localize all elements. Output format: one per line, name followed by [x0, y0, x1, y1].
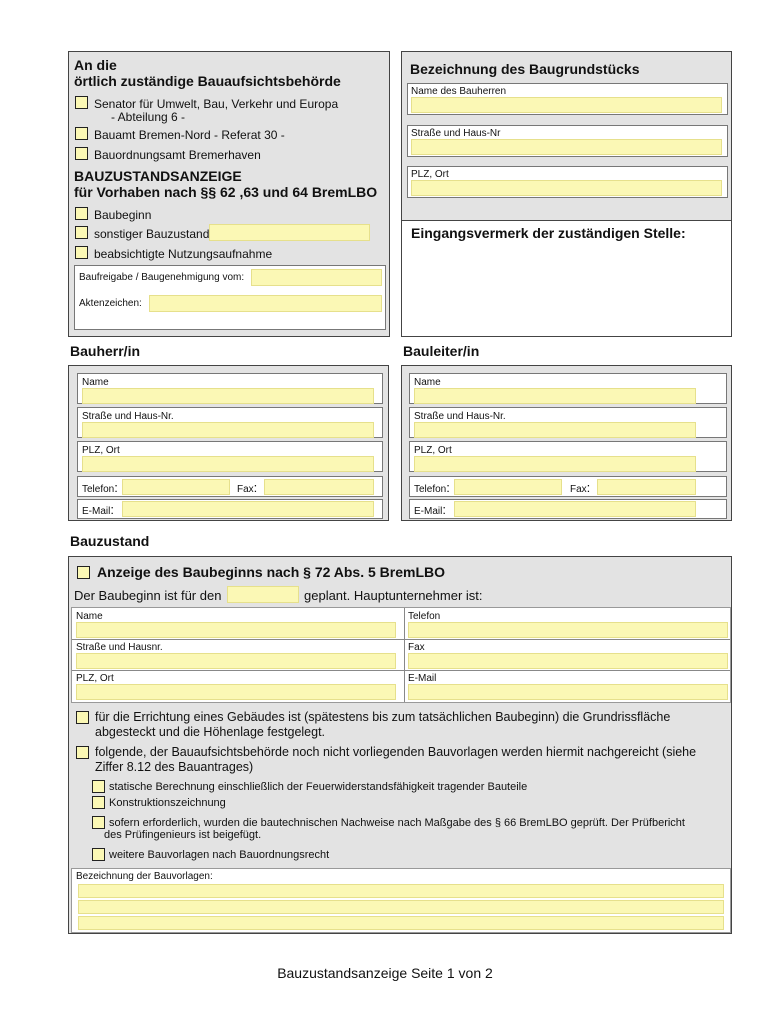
manager-street-box [409, 407, 727, 438]
manager-fax-label-wrap [570, 482, 590, 496]
builder-contact-box [77, 476, 383, 497]
checkbox-senator[interactable] [75, 96, 88, 109]
contractor-street-label: Straße und Hausnr. [76, 642, 163, 653]
builder-street-label: Straße und Haus-Nr. [82, 411, 174, 422]
manager-street-input[interactable] [414, 422, 696, 438]
manager-phone-colon: : [446, 480, 450, 495]
property-street-input[interactable] [411, 139, 722, 155]
permit-date-input[interactable] [251, 269, 382, 286]
sub2-label: Konstruktionszeichnung [109, 797, 226, 809]
builder-email-colon: : [110, 502, 114, 517]
builder-phone-label-wrap [82, 482, 118, 496]
property-street-label: Straße und Haus-Nr [411, 128, 501, 139]
authority-title-line1: An die [74, 57, 117, 73]
manager-email-colon: : [442, 502, 446, 517]
contractor-phone-label: Telefon [408, 611, 441, 622]
manager-email-label: E-Mail [414, 506, 443, 517]
builder-email-box [77, 499, 383, 519]
checkbox-documents-later[interactable] [76, 746, 89, 759]
builder-name-box [77, 373, 383, 404]
start-text-before: Der Baubeginn ist für den [74, 588, 222, 603]
builder-email-label: E-Mail [82, 506, 111, 517]
contractor-fax-label: Fax [408, 642, 425, 653]
start-notice-title: Anzeige des Baubeginns nach § 72 Abs. 5 BremLBO [97, 564, 446, 580]
builder-email-label-wrap [82, 504, 114, 518]
manager-fax-input[interactable] [597, 479, 696, 495]
checkbox-ground-plan[interactable] [76, 711, 89, 724]
manager-city-input[interactable] [414, 456, 696, 472]
manager-street-label: Straße und Haus-Nr. [414, 411, 506, 422]
checkbox-further-documents[interactable] [92, 848, 105, 861]
manager-email-label-wrap [414, 504, 446, 518]
manager-city-box [409, 441, 727, 472]
sonstiger-bauzustand-input[interactable] [209, 224, 370, 241]
builder-fax-input[interactable] [264, 479, 374, 495]
manager-phone-label-wrap [414, 482, 450, 496]
check1-line1: für die Errichtung eines Gebäudes ist (spätestens bis zum tatsächlichen Baubeginn) die Grundrissfläche [95, 710, 671, 724]
permit-subbox [74, 265, 386, 330]
file-number-input[interactable] [149, 295, 382, 312]
manager-name-input[interactable] [414, 388, 696, 404]
form-heading-line1: BAUZUSTANDSANZEIGE [74, 168, 242, 184]
property-title: Bezeichnung des Baugrundstücks [410, 61, 640, 77]
builder-section [68, 365, 389, 521]
construction-state-title: Bauzustand [70, 533, 150, 549]
start-date-input[interactable] [227, 586, 299, 603]
form-heading-line2: für Vorhaben nach §§ 62 ,63 und 64 BremLBO [74, 184, 378, 200]
builder-name-input[interactable] [82, 388, 374, 404]
receipt-title: Eingangsvermerk der zuständigen Stelle: [411, 225, 686, 241]
documents-box [71, 868, 731, 933]
manager-phone-input[interactable] [454, 479, 562, 495]
contractor-name-input[interactable] [76, 622, 396, 638]
builder-name-label: Name [82, 377, 109, 388]
property-city-input[interactable] [411, 180, 722, 196]
construction-state-section [68, 556, 732, 934]
owner-name-field-box [407, 83, 728, 115]
builder-city-input[interactable] [82, 456, 374, 472]
builder-phone-label: Telefon [82, 484, 115, 495]
builder-phone-colon: : [114, 480, 118, 495]
property-street-field-box [407, 125, 728, 157]
site-manager-title: Bauleiter/in [403, 343, 480, 359]
page-footer: Bauzustandsanzeige Seite 1 von 2 [277, 965, 493, 981]
builder-street-input[interactable] [82, 422, 374, 438]
property-city-field-box [407, 166, 728, 198]
checkbox-baubeginn[interactable] [75, 207, 88, 220]
status-sonstiger-label: sonstiger Bauzustand [94, 227, 210, 241]
manager-name-box [409, 373, 727, 404]
documents-label: Bezeichnung der Bauvorlagen: [76, 871, 213, 882]
contractor-city-input[interactable] [76, 684, 396, 700]
builder-fax-colon: : [253, 480, 258, 495]
documents-input-3[interactable] [78, 916, 724, 930]
checkbox-static-calc[interactable] [92, 780, 105, 793]
checkbox-construction-drawing[interactable] [92, 796, 105, 809]
option-senator-dept: - Abteilung 6 - [111, 110, 186, 124]
option-bauamt-nord-label: Bauamt Bremen-Nord - Referat 30 - [94, 128, 285, 142]
manager-city-label: PLZ, Ort [414, 445, 452, 456]
contractor-fax-input[interactable] [408, 653, 728, 669]
checkbox-start-notice[interactable] [77, 566, 90, 579]
property-section [401, 51, 732, 221]
manager-phone-label: Telefon [414, 484, 447, 495]
builder-fax-label-wrap [237, 482, 257, 496]
builder-phone-input[interactable] [122, 479, 230, 495]
builder-street-box [77, 407, 383, 438]
authority-section [68, 51, 390, 337]
manager-email-box [409, 499, 727, 519]
builder-city-box [77, 441, 383, 472]
manager-fax-label: Fax [570, 484, 587, 495]
owner-name-label: Name des Bauherren [411, 86, 507, 97]
checkbox-bauamt-nord[interactable] [75, 127, 88, 140]
receipt-box [401, 220, 732, 337]
sub3-line2: des Prüfingenieurs ist beigefügt. [104, 829, 262, 841]
manager-name-label: Name [414, 377, 441, 388]
checkbox-nutzungsaufnahme[interactable] [75, 246, 88, 259]
check1-line2: abgesteckt und die Höhenlage festgelegt. [95, 725, 326, 739]
documents-input-1[interactable] [78, 884, 724, 898]
authority-title-line2: örtlich zuständige Bauaufsichtsbehörde [74, 73, 341, 89]
sub3-line1: sofern erforderlich, wurden die bautechnischen Nachweise nach Maßgabe des § 66 BremLBO geprüft. Der Prüfbericht [109, 817, 685, 829]
manager-fax-colon: : [586, 480, 591, 495]
file-number-label: Aktenzeichen: [79, 298, 142, 309]
permit-label: Baufreigabe / Baugenehmigung vom: [79, 272, 245, 283]
builder-title: Bauherr/in [70, 343, 141, 359]
contractor-row-line-1 [72, 639, 730, 640]
site-manager-section [401, 365, 732, 521]
manager-email-input[interactable] [454, 501, 696, 517]
documents-input-2[interactable] [78, 900, 724, 914]
builder-city-label: PLZ, Ort [82, 445, 120, 456]
contractor-grid [71, 607, 731, 703]
contractor-name-label: Name [76, 611, 103, 622]
contractor-street-input[interactable] [76, 653, 396, 669]
checkbox-bremerhaven[interactable] [75, 147, 88, 160]
contractor-city-label: PLZ, Ort [76, 673, 114, 684]
owner-name-input[interactable] [411, 97, 722, 113]
contractor-grid-divider [404, 608, 405, 702]
sub4-label: weitere Bauvorlagen nach Bauordnungsrecht [109, 849, 330, 861]
option-bremerhaven-label: Bauordnungsamt Bremerhaven [94, 148, 261, 162]
status-baubeginn-label: Baubeginn [94, 208, 152, 222]
checkbox-verified-proofs[interactable] [92, 816, 105, 829]
property-city-label: PLZ, Ort [411, 169, 449, 180]
checkbox-sonstiger[interactable] [75, 226, 88, 239]
check2-line2: Ziffer 8.12 des Bauantrages) [95, 760, 254, 774]
status-nutzung-label: beabsichtigte Nutzungsaufnahme [94, 247, 273, 261]
builder-email-input[interactable] [122, 501, 374, 517]
manager-contact-box [409, 476, 727, 497]
check2-line1: folgende, der Bauaufsichtsbehörde noch nicht vorliegenden Bauvorlagen werden hiermit nachgereicht (siehe [95, 745, 697, 759]
contractor-email-input[interactable] [408, 684, 728, 700]
start-text-after: geplant. Hauptunternehmer ist: [304, 588, 483, 603]
builder-fax-label: Fax [237, 484, 254, 495]
option-senator-label: Senator für Umwelt, Bau, Verkehr und Europa [94, 97, 339, 111]
sub1-label: statische Berechnung einschließlich der Feuerwiderstandsfähigkeit tragender Bauteile [109, 781, 528, 793]
contractor-row-line-2 [72, 670, 730, 671]
contractor-phone-input[interactable] [408, 622, 728, 638]
contractor-email-label: E-Mail [408, 673, 437, 684]
